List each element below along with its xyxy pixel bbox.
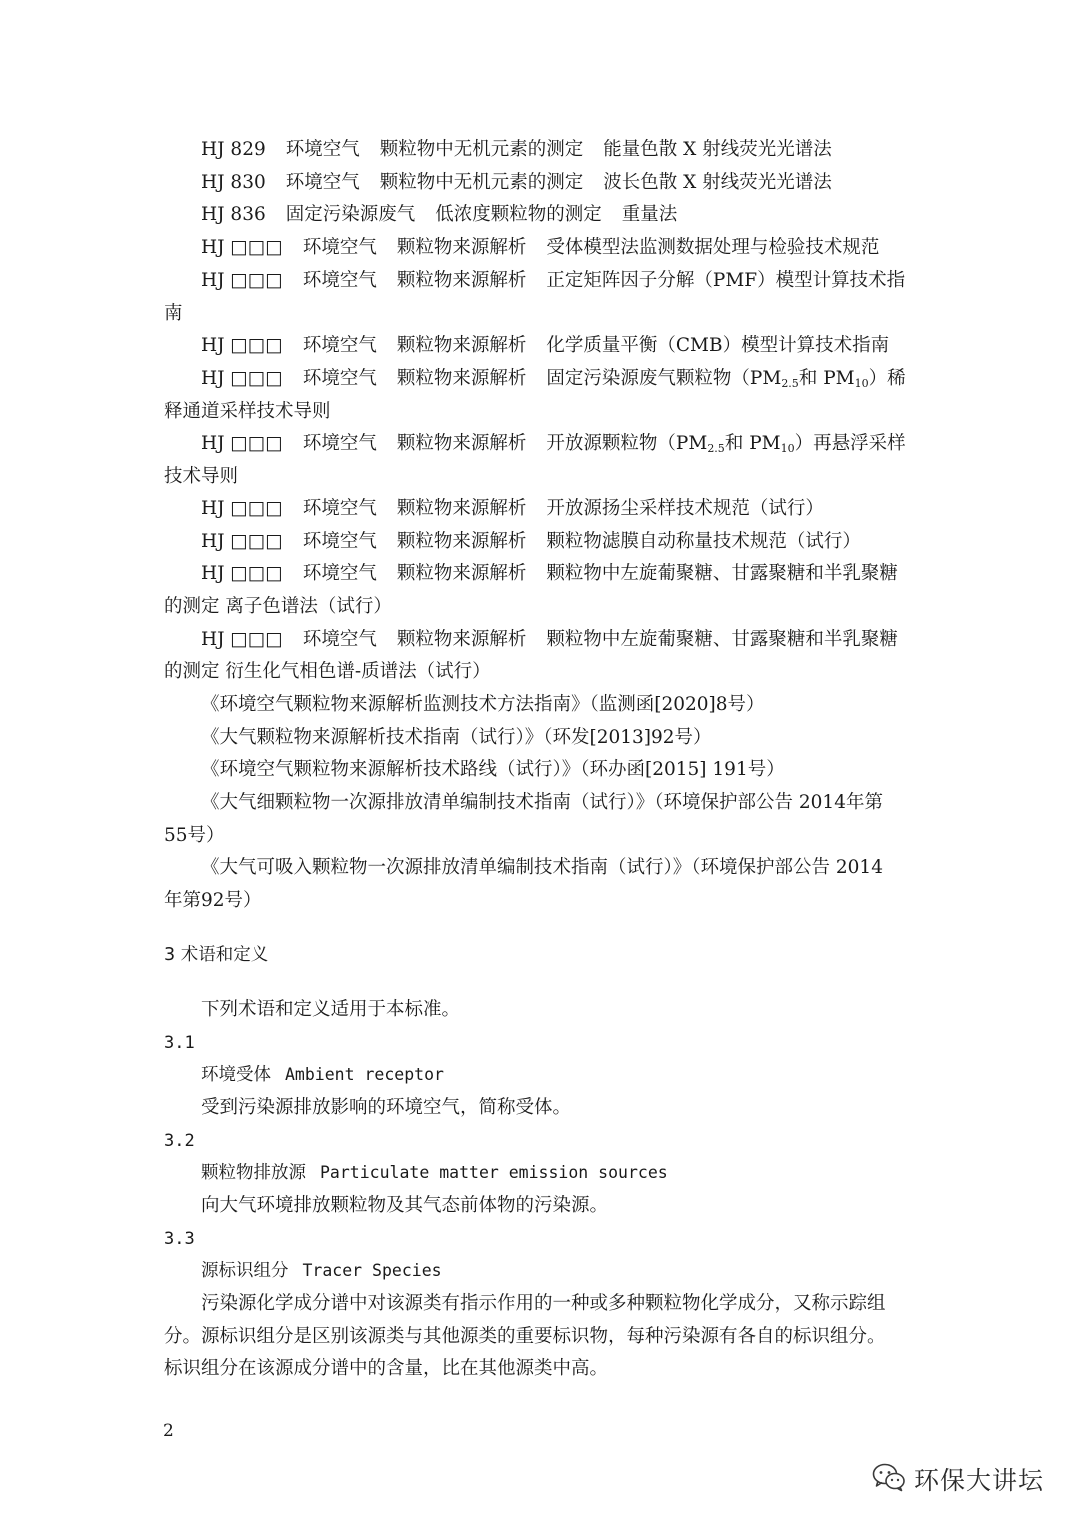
ref-line xyxy=(201,432,906,456)
doc-reference-continuation: 年第92号） xyxy=(164,890,262,911)
ref-part-b: 颗粒物来源解析 xyxy=(396,498,527,519)
term-zh: 颗粒物排放源 xyxy=(201,1163,306,1183)
ref-code: HJ □□□ xyxy=(201,531,283,552)
ref-part-a: 环境空气 xyxy=(302,335,377,356)
subscript: 2.5 xyxy=(707,442,725,455)
ref-part-a: 环境空气 xyxy=(302,237,377,258)
term-number: 3.1 xyxy=(164,1033,195,1053)
doc-reference: 《大气细颗粒物一次源排放清单编制技术指南（试行）》（环境保护部公告 2014年第 xyxy=(201,792,883,813)
ref-part-c: 重量法 xyxy=(621,204,678,225)
term-zh: 源标识组分 xyxy=(201,1261,289,1281)
ref-part-c: 和 PM xyxy=(724,433,781,454)
term-en: Ambient receptor xyxy=(285,1065,444,1084)
ref-part-a: 环境空气 xyxy=(302,433,377,454)
ref-part-c: 固定污染源废气颗粒物（PM xyxy=(546,368,782,389)
term-en: Tracer Species xyxy=(302,1261,442,1280)
ref-line-continuation: 技术导则 xyxy=(164,466,239,487)
wechat-icon xyxy=(872,1462,906,1496)
ref-part-a: 环境空气 xyxy=(302,629,377,650)
ref-line xyxy=(201,334,889,358)
term-number: 3.2 xyxy=(164,1131,195,1151)
ref-part-c: 颗粒物中左旋葡聚糖、甘露聚糖和半乳聚糖 xyxy=(546,563,898,584)
term-definition-continuation: 分。源标识组分是区别该源类与其他源类的重要标识物，每种污染源有各自的标识组分。 xyxy=(164,1326,886,1347)
term-title xyxy=(201,1063,444,1087)
ref-line xyxy=(201,269,905,293)
ref-code: HJ □□□ xyxy=(201,498,283,519)
doc-reference-continuation: 55号） xyxy=(164,825,225,846)
ref-part-c: 受体模型法监测数据处理与检验技术规范 xyxy=(546,237,880,258)
watermark xyxy=(872,1461,1044,1497)
ref-code: HJ □□□ xyxy=(201,629,283,650)
ref-code: HJ 830 xyxy=(201,172,266,193)
ref-line xyxy=(201,497,824,521)
ref-part-b: 颗粒物来源解析 xyxy=(396,531,527,552)
ref-line xyxy=(201,171,832,195)
subscript: 10 xyxy=(854,377,869,390)
ref-line xyxy=(201,203,677,227)
ref-part-c: 能量色散 X 射线荧光光谱法 xyxy=(603,139,832,160)
ref-part-a: 环境空气 xyxy=(302,531,377,552)
ref-part-a: 环境空气 xyxy=(302,368,377,389)
ref-line xyxy=(201,236,879,260)
ref-part-b: 颗粒物中无机元素的测定 xyxy=(379,172,584,193)
ref-part-a: 固定污染源废气 xyxy=(285,204,416,225)
ref-part-c: 波长色散 X 射线荧光光谱法 xyxy=(603,172,832,193)
ref-code: HJ □□□ xyxy=(201,433,283,454)
ref-part-a: 环境空气 xyxy=(302,563,377,584)
doc-reference: 《环境空气颗粒物来源解析监测技术方法指南》（监测函[2020]8号） xyxy=(201,694,765,715)
section-heading: 3 术语和定义 xyxy=(164,945,269,965)
ref-code: HJ □□□ xyxy=(201,563,283,584)
term-en: Particulate matter emission sources xyxy=(320,1163,668,1182)
ref-part-c: 颗粒物中左旋葡聚糖、甘露聚糖和半乳聚糖 xyxy=(546,629,898,650)
ref-part-b: 颗粒物来源解析 xyxy=(396,335,527,356)
term-number: 3.3 xyxy=(164,1229,195,1249)
ref-part-b: 颗粒物来源解析 xyxy=(396,629,527,650)
ref-part-a: 环境空气 xyxy=(302,498,377,519)
doc-reference: 《大气颗粒物来源解析技术指南（试行）》（环发[2013]92号） xyxy=(201,727,712,748)
ref-part-c: 化学质量平衡（CMB）模型计算技术指南 xyxy=(546,335,890,356)
ref-code: HJ 836 xyxy=(201,204,266,225)
ref-part-b: 颗粒物来源解析 xyxy=(396,270,527,291)
page-number: 2 xyxy=(163,1421,174,1441)
ref-code: HJ □□□ xyxy=(201,237,283,258)
subscript: 10 xyxy=(780,442,795,455)
ref-line-continuation: 的测定 离子色谱法（试行） xyxy=(164,596,392,617)
ref-line-continuation: 的测定 衍生化气相色谱-质谱法（试行） xyxy=(164,661,491,682)
ref-line xyxy=(201,530,861,554)
ref-code: HJ □□□ xyxy=(201,335,283,356)
term-definition-continuation: 标识组分在该源成分谱中的含量，比在其他源类中高。 xyxy=(164,1358,609,1379)
ref-part-b: 颗粒物来源解析 xyxy=(396,563,527,584)
ref-line xyxy=(201,628,898,652)
ref-part-c: 正定矩阵因子分解（PMF）模型计算技术指 xyxy=(546,270,906,291)
section-intro: 下列术语和定义适用于本标准。 xyxy=(201,999,461,1020)
ref-part-a: 环境空气 xyxy=(285,172,360,193)
ref-part-c: ）稀 xyxy=(868,368,906,389)
ref-part-c: 颗粒物滤膜自动称量技术规范（试行） xyxy=(546,531,861,552)
ref-line xyxy=(201,138,832,162)
ref-part-a: 环境空气 xyxy=(285,139,360,160)
doc-reference: 《大气可吸入颗粒物一次源排放清单编制技术指南（试行）》（环境保护部公告 2014 xyxy=(201,857,883,878)
ref-part-c: 开放源颗粒物（PM xyxy=(546,433,708,454)
ref-code: HJ 829 xyxy=(201,139,266,160)
ref-code: HJ □□□ xyxy=(201,368,283,389)
subscript: 2.5 xyxy=(781,377,799,390)
term-title xyxy=(201,1259,442,1283)
ref-part-b: 低浓度颗粒物的测定 xyxy=(435,204,602,225)
term-definition: 污染源化学成分谱中对该源类有指示作用的一种或多种颗粒物化学成分，又称示踪组 xyxy=(201,1293,886,1314)
ref-part-b: 颗粒物来源解析 xyxy=(396,237,527,258)
term-title xyxy=(201,1161,668,1185)
ref-part-c: 和 PM xyxy=(798,368,855,389)
term-zh: 环境受体 xyxy=(201,1065,271,1085)
ref-line xyxy=(201,562,898,586)
ref-part-c: 开放源扬尘采样技术规范（试行） xyxy=(546,498,824,519)
doc-reference: 《环境空气颗粒物来源解析技术路线（试行）》（环办函[2015] 191号） xyxy=(201,759,785,780)
ref-part-b: 颗粒物中无机元素的测定 xyxy=(379,139,584,160)
ref-line-continuation: 释通道采样技术导则 xyxy=(164,401,331,422)
ref-line xyxy=(201,367,906,391)
ref-part-b: 颗粒物来源解析 xyxy=(396,433,527,454)
term-definition: 向大气环境排放颗粒物及其气态前体物的污染源。 xyxy=(201,1195,609,1216)
ref-part-b: 颗粒物来源解析 xyxy=(396,368,527,389)
term-definition: 受到污染源排放影响的环境空气，简称受体。 xyxy=(201,1097,572,1118)
ref-line-continuation: 南 xyxy=(164,303,183,324)
ref-code: HJ □□□ xyxy=(201,270,283,291)
ref-part-a: 环境空气 xyxy=(302,270,377,291)
watermark-text: 环保大讲坛 xyxy=(914,1466,1045,1495)
ref-part-c: ）再悬浮采样 xyxy=(794,433,906,454)
